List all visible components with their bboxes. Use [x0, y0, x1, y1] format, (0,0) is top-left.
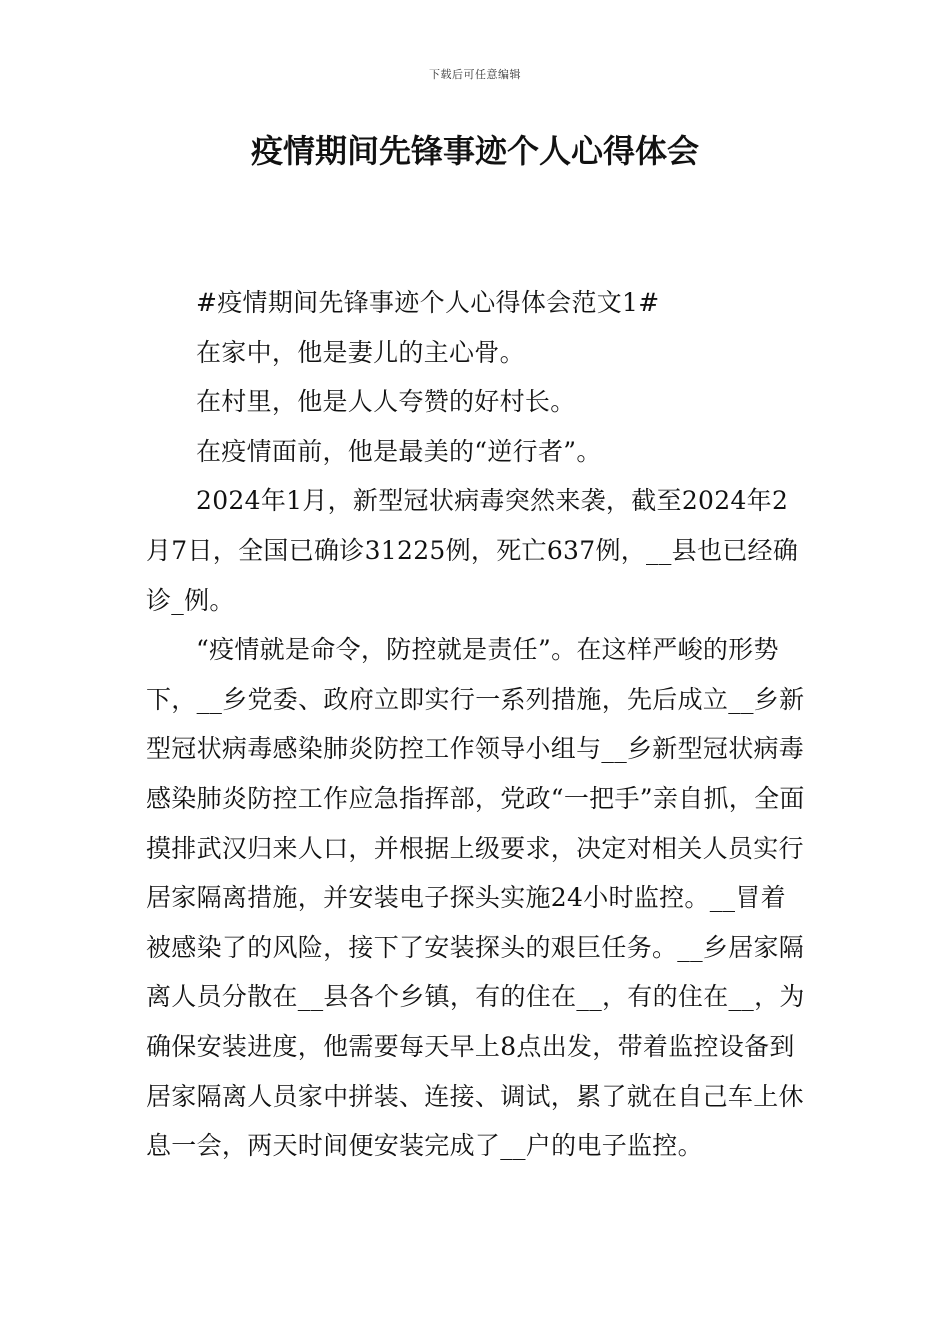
- paragraph: 在家中，他是妻儿的主心骨。: [196, 337, 525, 367]
- document-body: [146, 278, 810, 1171]
- header-note: 下载后可任意编辑: [429, 68, 521, 81]
- paragraph: 2024年1月，新型冠状病毒突然来袭，截至2024年2月7日，全国已确诊31225例，死亡637例，__县也已经确诊_例。: [146, 486, 799, 615]
- paragraph: “疫情就是命令，防控就是责任”。在这样严峻的形势下，__乡党委、政府立即实行一系列措施，先后成立__乡新型冠状病毒感染肺炎防控工作领导小组与__乡新型冠状病毒感染肺炎防控工作应急指挥部，党政“一把手”亲自抓，全面摸排武汉归来人口，并根据上级要求，决定对相关人员实行居家隔离措施，并安装电子探头实施24小时监控。__冒着被感染了的风险，接下了安装探头的艰巨任务。__乡居家隔离人员分散在__县各个乡镇，有的住在__，有的住在__，为确保安装进度，他需要每天早上8点出发，带着监控设备到居家隔离人员家中拼装、连接、调试，累了就在自己车上休息一会，两天时间便安装完成了__户的电子监控。: [146, 635, 805, 1161]
- paragraph: 在村里，他是人人夸赞的好村长。: [196, 387, 576, 417]
- paragraph: 在疫情面前，他是最美的“逆行者”。: [196, 436, 602, 466]
- document-title: 疫情期间先锋事迹个人心得体会: [250, 132, 699, 170]
- section-heading: #疫情期间先锋事迹个人心得体会范文1#: [196, 288, 660, 317]
